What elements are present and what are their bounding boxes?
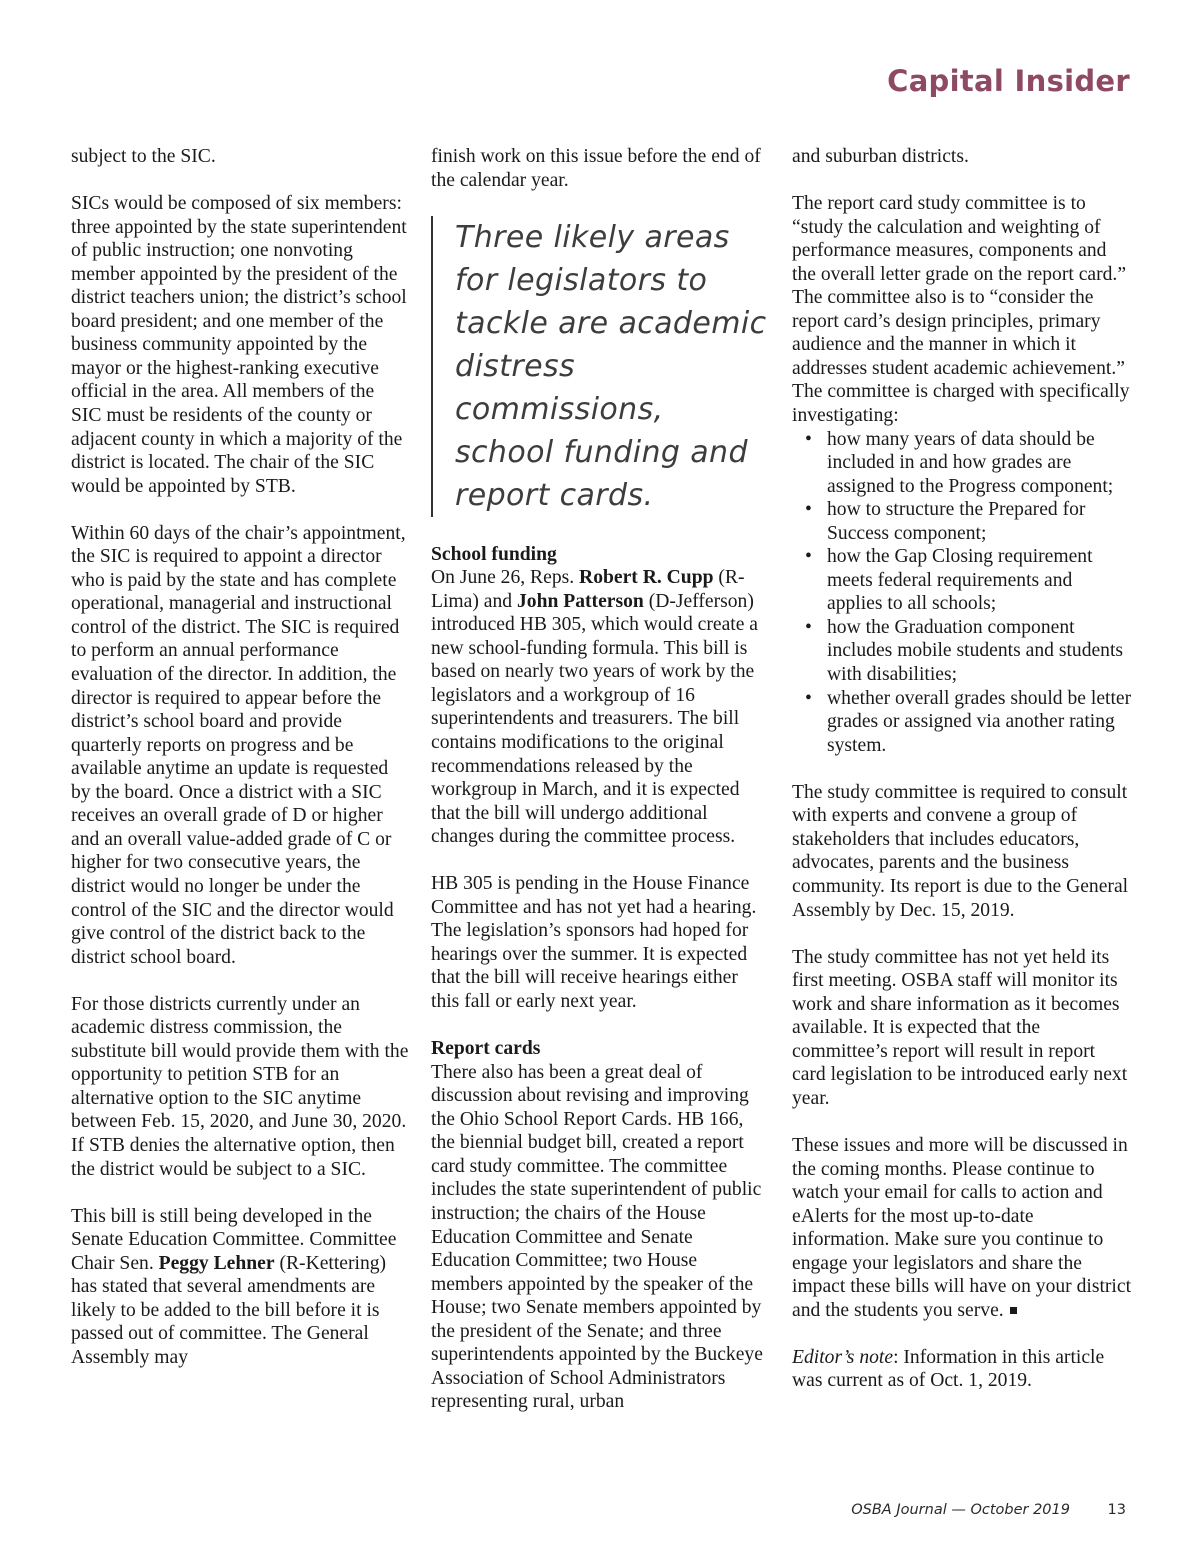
paragraph: HB 305 is pending in the House Finance Committee and has not yet had a hearing. The legislation’s sponsors had hoped for hearings over the summer. It is expected that the bill will receive hearings either this fall or early next year. <box>431 873 757 1013</box>
paragraph <box>792 1134 1132 1322</box>
subheading-report-cards: Report cards <box>431 1038 541 1060</box>
legislator-name: Robert R. Cupp <box>579 567 714 589</box>
paragraph: finish work on this issue before the end of the calendar year. <box>431 146 761 191</box>
text-run: These issues and more will be discussed in the coming months. Please continue to watch your email for calls to action and eAlerts for the most up-to-date information. Make sure you continue to engage your legislators and share the impact these bills will have on your district and the students you serve. <box>792 1134 1132 1321</box>
list-item: • how the Graduation component includes mobile students and students with disabilities; <box>792 616 1132 687</box>
paragraph: The study committee is required to consult with experts and convene a group of stakeholders that includes educators, advocates, parents and the business community. Its report is due to the General Assembly by Dec. 15, 2019. <box>792 781 1129 921</box>
section-title: Capital Insider <box>887 64 1130 98</box>
paragraph: SICs would be composed of six members: three appointed by the state superintendent of public instruction; one nonvoting member appointed by the president of the district teachers union; the district’s school board president; and one member of the business community appointed by the mayor or the highest-ranking executive official in the area. All members of the SIC must be residents of the county or adjacent county in which a majority of the district is located. The chair of the SIC would be appointed by STB. <box>71 193 407 497</box>
article-column-2 <box>431 145 769 1414</box>
paragraph <box>71 1205 409 1370</box>
list-item: • whether overall grades should be letter grades or assigned via another rating system. <box>792 687 1132 758</box>
end-of-article-icon <box>1010 1307 1017 1314</box>
bullet-list <box>792 428 1132 758</box>
journal-issue: OSBA Journal — October 2019 <box>851 1502 1070 1518</box>
paragraph <box>431 543 769 849</box>
text-run: On June 26, Reps. <box>431 567 580 589</box>
legislator-name: Peggy Lehner <box>158 1252 275 1274</box>
subheading-school-funding: School funding <box>431 543 557 565</box>
text-run: This bill is still being developed in the Senate Education Committee. Committee Chair Sen. <box>71 1205 397 1274</box>
paragraph: The report card study committee is to “study the calculation and weighting of performance measures, components and the overall letter grade on the report card.” The committee also is to “consider the report card’s design principles, primary audience and the manner in which it addresses student academic achievement.” The committee is charged with specifically investigating: <box>792 193 1130 427</box>
page-number: 13 <box>1107 1502 1126 1518</box>
article-column-1 <box>71 145 409 1369</box>
editors-note-label: Editor’s note <box>792 1346 894 1368</box>
text-run: (R-Lima) and <box>431 567 745 612</box>
paragraph: subject to the SIC. <box>71 146 216 167</box>
article-column-3 <box>792 145 1132 1393</box>
text-run: (D-Jefferson) introduced HB 305, which would create a new school-funding formula. This bill is based on nearly two years of work by the legislators and a workgroup of 16 superintendents and treasurers. The bill contains modifications to the original recommendations released by the workgroup in March, and it is expected that the bill will undergo additional changes during the committee process. <box>431 590 759 848</box>
legislator-name: John Patterson <box>516 590 644 612</box>
list-item: • how the Gap Closing requirement meets federal requirements and applies to all schools; <box>792 545 1132 616</box>
text-run: There also has been a great deal of discussion about revising and improving the Ohio School Report Cards. HB 166, the biennial budget bill, created a report card study committee. The committee includes the state superintendent of public instruction; the chairs of the House Education Committee and Senate Education Committee; two House members appointed by the speaker of the House; two Senate members appointed by the president of the Senate; and three superintendents appointed by the Buckeye Association of School Administrators representing rural, urban <box>431 1061 763 1413</box>
paragraph: and suburban districts. <box>792 146 969 167</box>
text-run: : Information in this article was current as of Oct. 1, 2019. <box>792 1346 1105 1392</box>
list-item: • how to structure the Prepared for Success component; <box>792 498 1132 545</box>
list-item: • how many years of data should be included in and how grades are assigned to the Progress component; <box>792 428 1132 499</box>
text-run: (R-Kettering) has stated that several amendments are likely to be added to the bill before it is passed out of committee. The General Assembly may <box>71 1252 387 1368</box>
paragraph: Within 60 days of the chair’s appointment, the SIC is required to appoint a director who is paid by the state and has complete operational, managerial and instructional control of the district. The SIC is required to perform an annual performance evaluation of the director. In addition, the director is required to appear before the district’s school board and provide quarterly reports on progress and be available anytime an update is requested by the board. Once a district with a SIC receives an overall grade of D or higher and an overall value-added grade of C or higher for two consecutive years, the district would no longer be under the control of the SIC and the director would give control of the district back to the district school board. <box>71 522 406 968</box>
paragraph: The study committee has not yet held its first meeting. OSBA staff will monitor its work and share information as it becomes available. It is expected that the committee’s report will result in report card legislation to be introduced early next year. <box>792 946 1128 1109</box>
pull-quote: Three likely areas for legislators to tackle are academic distress commissions, school funding and report cards. <box>431 216 769 517</box>
paragraph: For those districts currently under an academic distress commission, the substitute bill would provide them with the opportunity to petition STB for an alternative option to the SIC anytime between Feb. 15, 2020, and June 30, 2020. If STB denies the alternative option, then the district would be subject to a SIC. <box>71 993 409 1180</box>
editors-note <box>792 1346 1132 1393</box>
paragraph <box>431 1037 769 1414</box>
